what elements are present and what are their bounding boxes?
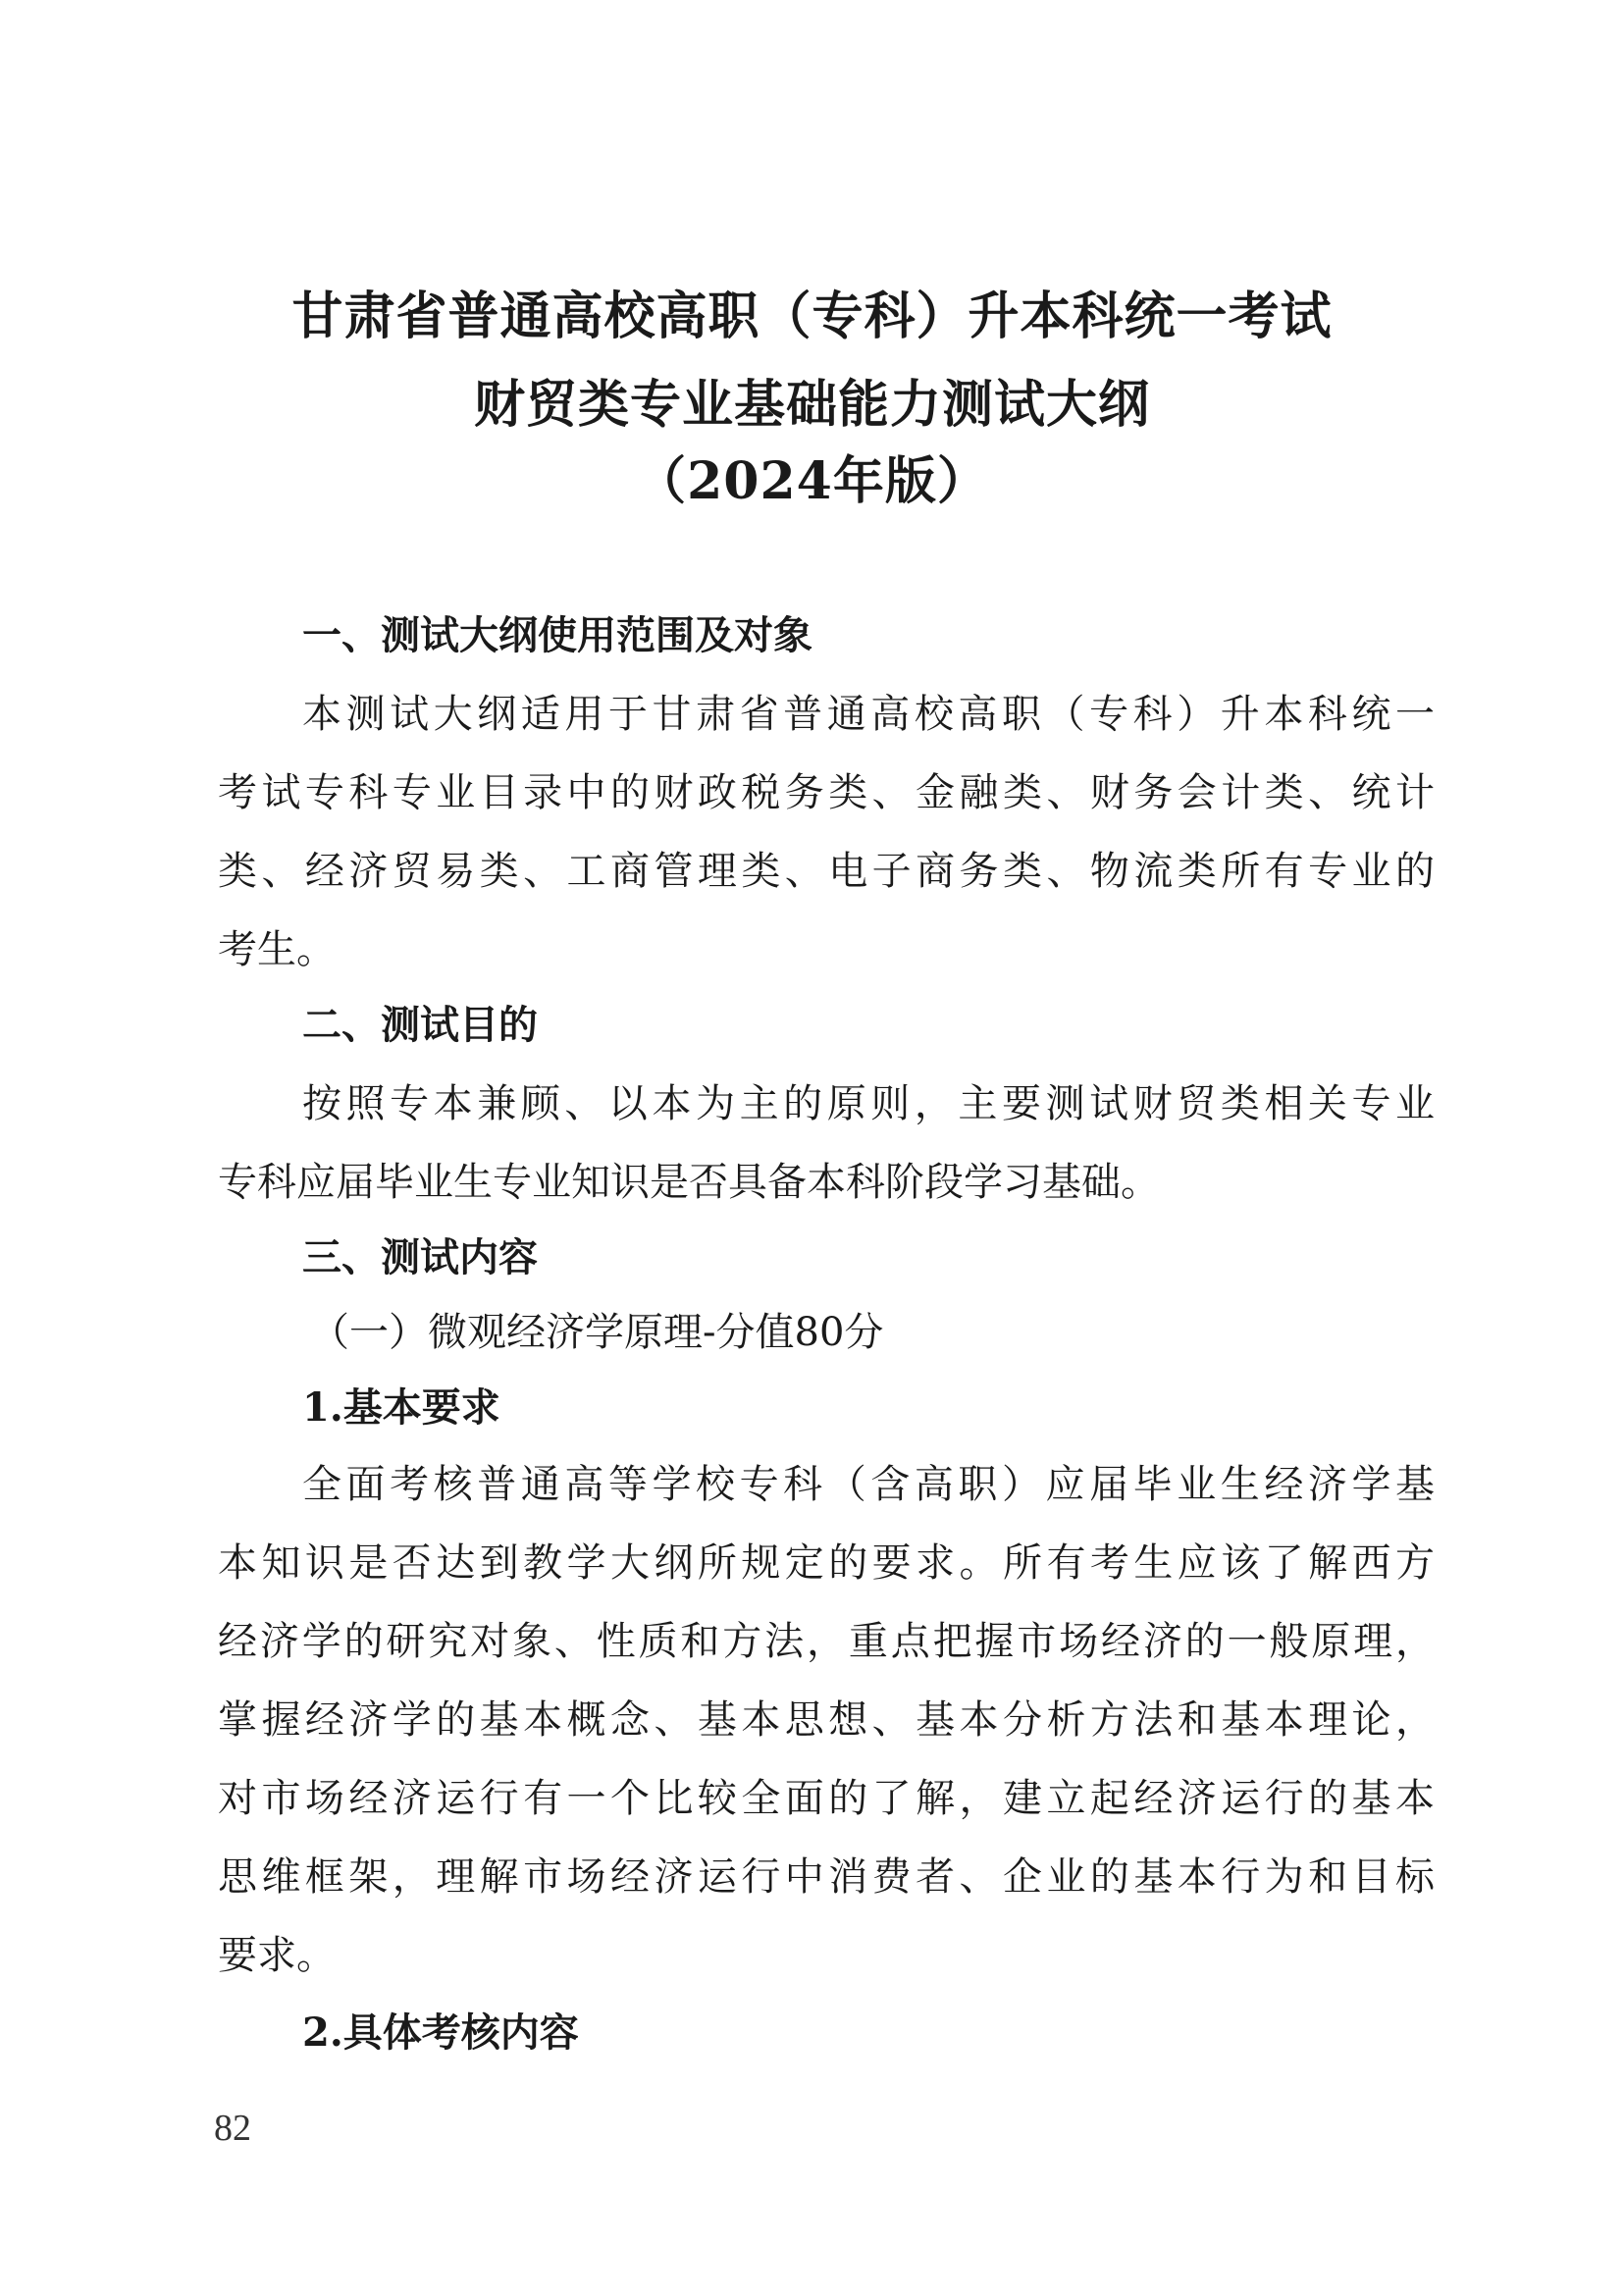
title-line-2: 财贸类专业基础能力测试大纲 [473,375,1150,435]
section-3-subheading: （一）微观经济学原理-分值80分 [310,1310,884,1355]
section-2-line: 按照专本兼顾、以本为主的原则，主要测试财贸类相关专业 [302,1081,1435,1126]
requirements-line: 全面考核普通高等学校专科（含高职）应届毕业生经济学基 [302,1462,1435,1507]
title-line-3: （2024年版） [635,451,989,511]
requirements-line: 要求。 [218,1933,336,1978]
requirements-line: 经济学的研究对象、性质和方法，重点把握市场经济的一般原理， [218,1619,1435,1664]
section-1-heading: 一、测试大纲使用范围及对象 [302,613,812,658]
requirements-line: 掌握经济学的基本概念、基本思想、基本分析方法和基本理论， [218,1697,1435,1743]
requirements-line: 本知识是否达到教学大纲所规定的要求。所有考生应该了解西方 [218,1540,1435,1586]
section-1-line: 考试专科专业目录中的财政税务类、金融类、财务会计类、统计 [218,770,1435,815]
section-1-line: 本测试大纲适用于甘肃省普通高校高职（专科）升本科统一 [302,692,1435,737]
basic-requirements-heading: 1.基本要求 [302,1384,500,1431]
title-line-1: 甘肃省普通高校高职（专科）升本科统一考试 [291,287,1333,346]
section-2-heading: 二、测试目的 [302,1003,538,1048]
requirements-line: 对市场经济运行有一个比较全面的了解，建立起经济运行的基本 [218,1776,1435,1821]
section-3-heading: 三、测试内容 [302,1235,538,1280]
section-1-line: 类、经济贸易类、工商管理类、电子商务类、物流类所有专业的 [218,849,1435,894]
section-2-line: 专科应届毕业生专业知识是否具备本科阶段学习基础。 [218,1160,1160,1205]
assessment-content-heading: 2.具体考核内容 [302,2009,579,2056]
page-number: 82 [214,2108,251,2149]
section-1-line: 考生。 [218,927,336,972]
requirements-line: 思维框架，理解市场经济运行中消费者、企业的基本行为和目标 [218,1854,1435,1900]
